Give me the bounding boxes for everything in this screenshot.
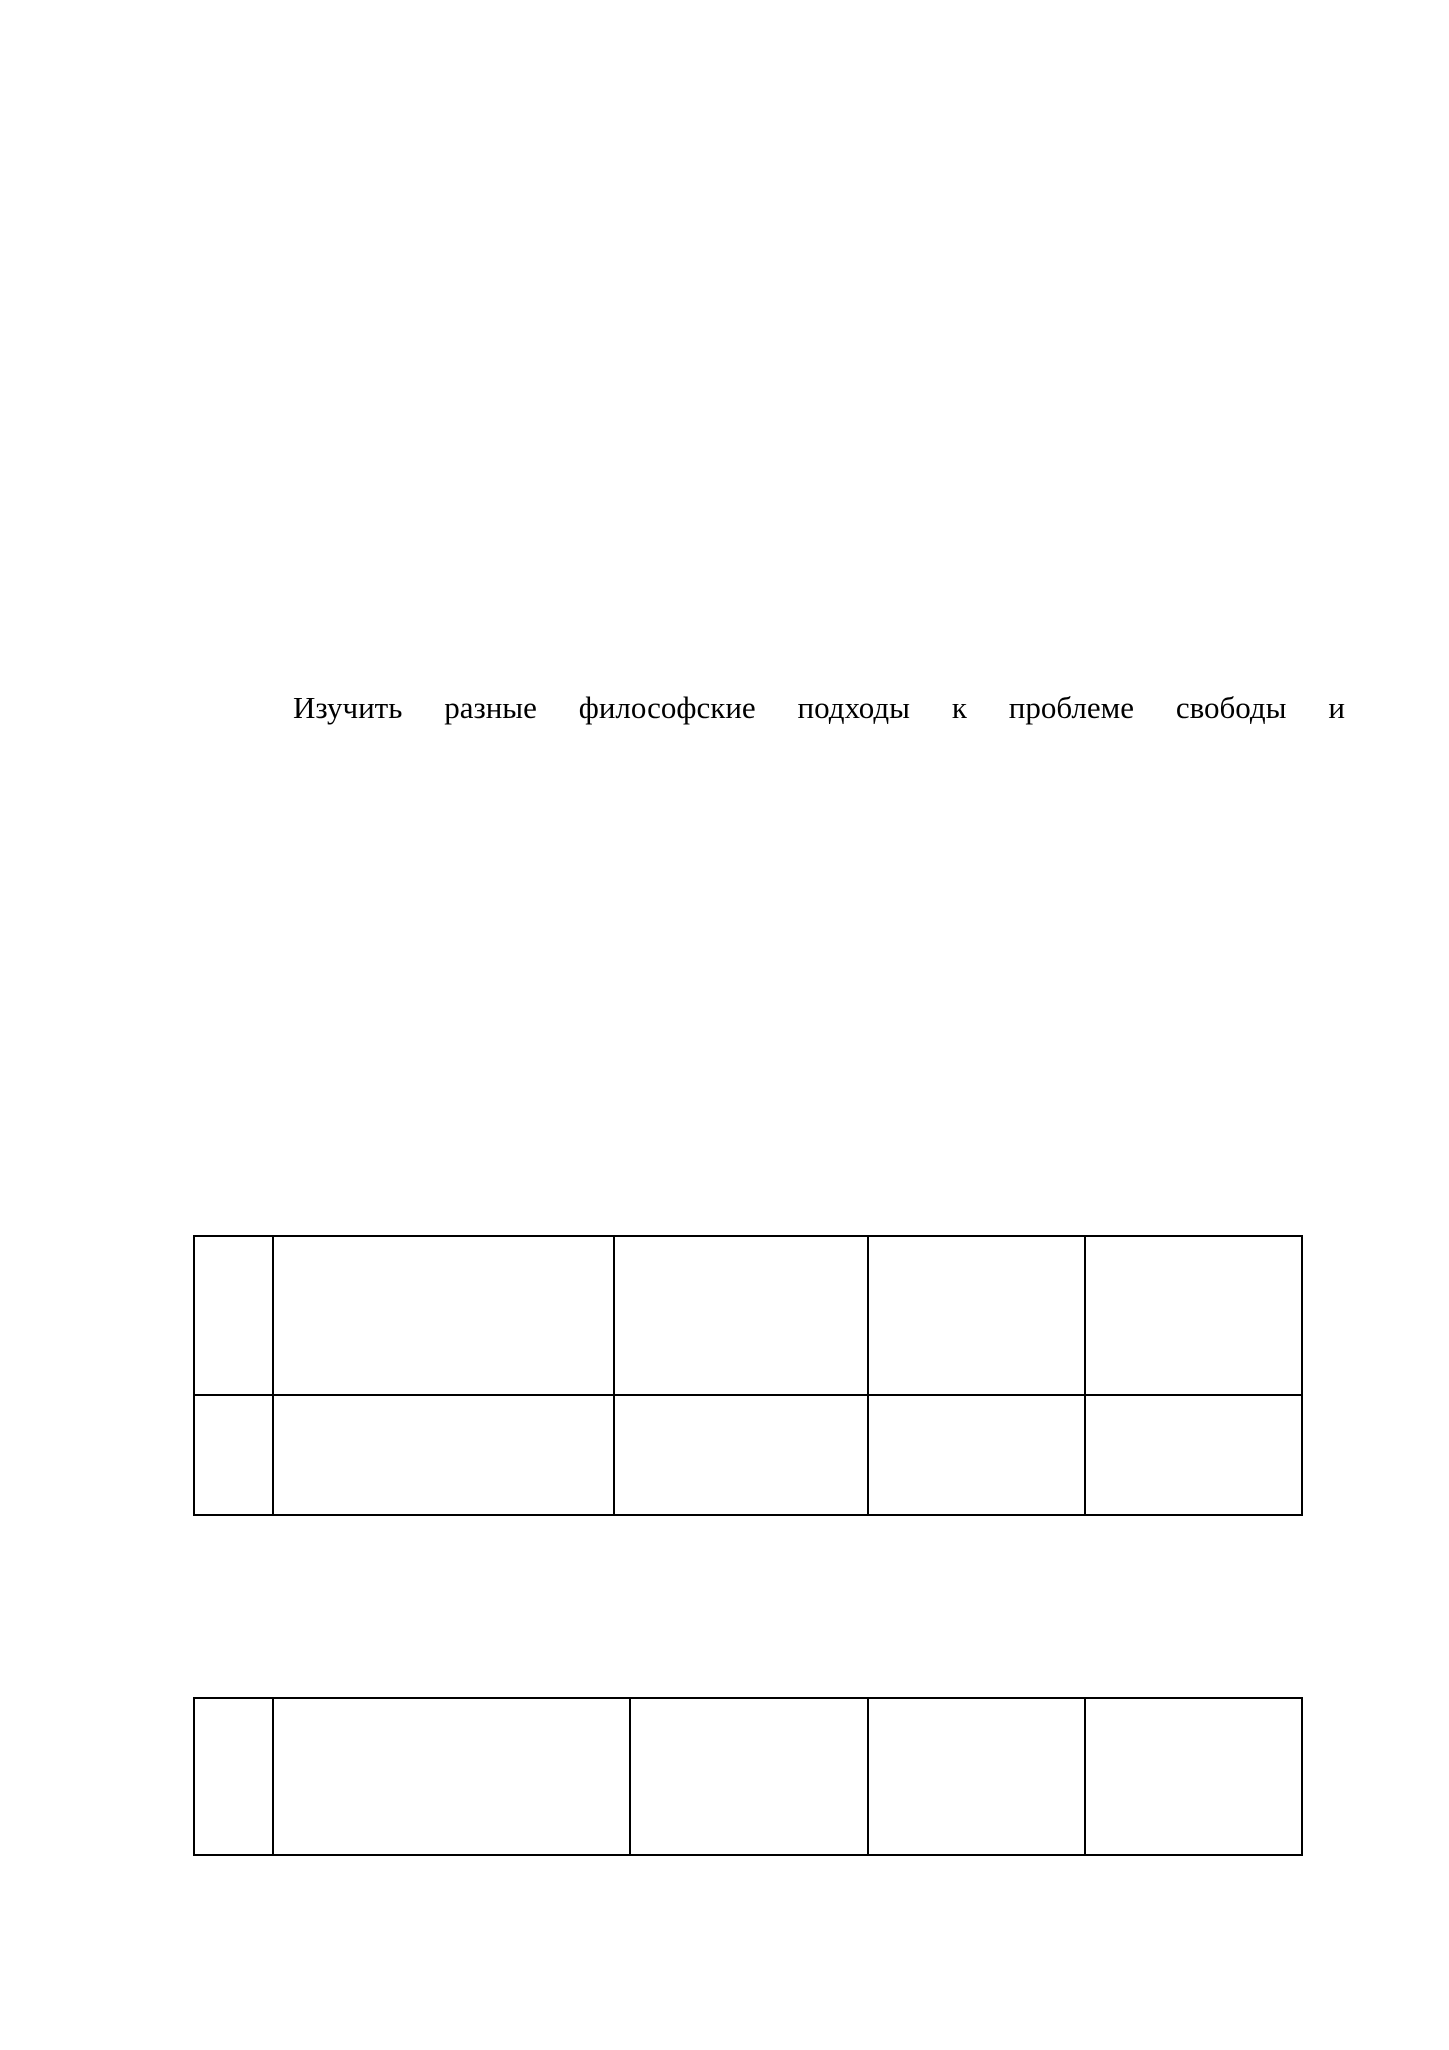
table-cell	[614, 1395, 868, 1515]
word: и	[1328, 690, 1345, 725]
table-cell	[273, 1236, 614, 1395]
word: свободы	[1175, 690, 1287, 725]
table-cell	[1085, 1698, 1302, 1855]
word: Изучить	[293, 690, 403, 725]
word: философские	[578, 690, 756, 725]
empty-table-2	[193, 1697, 1303, 1856]
table-cell	[868, 1395, 1084, 1515]
table-cell	[194, 1395, 273, 1515]
empty-table-1	[193, 1235, 1303, 1516]
paragraph-line	[293, 688, 1345, 728]
table-cell	[614, 1236, 868, 1395]
table-cell	[868, 1236, 1084, 1395]
word: разные	[444, 690, 537, 725]
word: к	[951, 690, 967, 725]
word: подходы	[797, 690, 911, 725]
table-cell	[194, 1698, 273, 1855]
table-cell	[868, 1698, 1084, 1855]
table-cell	[273, 1395, 614, 1515]
table-cell	[273, 1698, 630, 1855]
table-cell	[194, 1236, 273, 1395]
table-row	[194, 1698, 1302, 1855]
table-cell	[630, 1698, 868, 1855]
table-cell	[1085, 1395, 1302, 1515]
table-row	[194, 1236, 1302, 1395]
word: проблеме	[1008, 690, 1134, 725]
table-cell	[1085, 1236, 1302, 1395]
table-row	[194, 1395, 1302, 1515]
